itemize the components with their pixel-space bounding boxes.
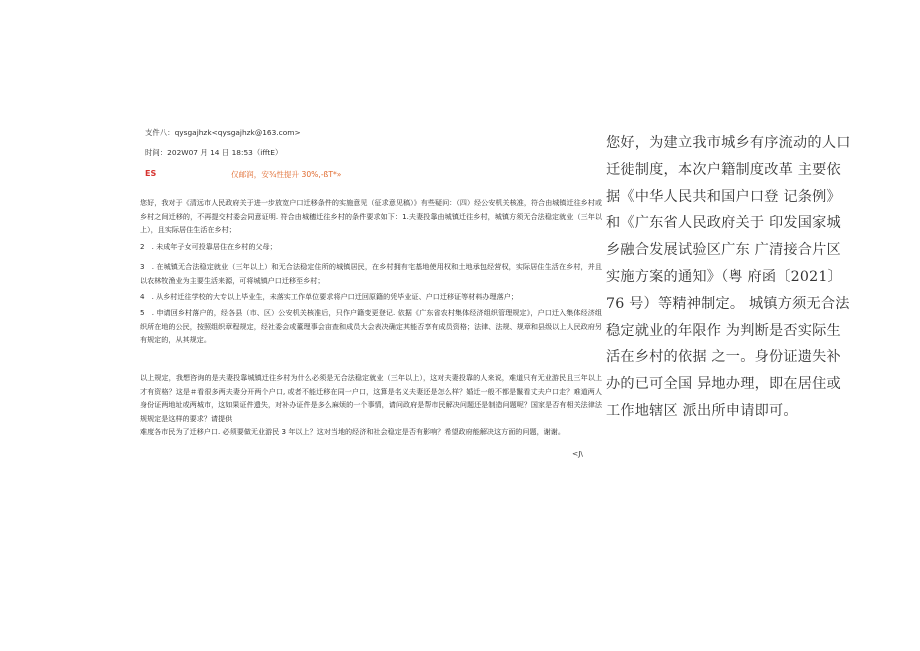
sender-line: 支件八：qysgajhzk<qysgajhzk@163.com> [145, 128, 301, 137]
email-item-4 [140, 290, 602, 304]
email-item-3-text: 3 . 在城镇无合法稳定就业（三年以上）和无合法稳定住所的城镇居民，在乡村拥有宅基地使用权和土地承包经营权，实际居住生活在乡村，并且以农林牧渔业为主要生活来源，可将城镇户口迁移至乡村； [140, 262, 602, 285]
reply-line: 迁徙制度，本次户籍制度改革 主要依 [606, 161, 841, 178]
reply-line: 办的已可全国 异地办理，即在居住或 [606, 376, 841, 393]
email-intro-text: 您好，我对于《清远市人民政府关于进一步放宽户口迁移条件的实施意见（征求意见稿）》有些疑问：（四）经公安机关核准，符合由城镇迁往乡村或乡村之间迁移的，不再提交村委会同意证明. 符合由城穗迁往乡村的条件要求如下：1.夫妻投靠由城镇迁往乡村，城镇方须无合法稳定就业（三年以上），且实际居住生活在乡村； [140, 198, 602, 234]
official-reply [606, 130, 851, 425]
reply-line: 工作地辖区 派出所申请即可。 [606, 402, 798, 419]
email-item-4-text: 4 . 从乡村迁往学校的大专以上毕业生，未落实工作单位要求将户口迁回原籍的凭毕业证、户口迁移证等材料办理落户； [140, 292, 518, 301]
signature-mark: <J\ [572, 449, 583, 458]
reply-line: 76 号）等精神制定。 城镇方须无合法 [606, 295, 850, 312]
email-closing-paragraph [140, 371, 602, 439]
email-item-2 [140, 240, 602, 254]
reply-line: 实施方案的通知》（粤 府函〔2021〕 [606, 268, 842, 285]
reply-line: 乡融合发展试验区广东 广清接合片区 [606, 242, 841, 259]
email-intro-paragraph [140, 196, 602, 237]
reply-line: 活在乡村的依据 之一。身份证遗失补 [606, 349, 841, 366]
reply-line: 您好，为建立我市城乡有序流动的人口 [606, 135, 851, 151]
email-tag-row [145, 169, 585, 181]
email-closing-text-1: 以上规定，我想咨询的是夫妻投靠城镇迁往乡村为什么必须是无合法稳定就业（三年以上），这对夫妻投靠的人来说，难道只有无业游民且三年以上才有资格？这是＃看很多两夫妻分开两个户口, 或者不能迁移在同一户口，这算是名义夫妻还是怎么样？婚迁一般不都是鬣看丈夫户口走？难道两人身份证两地址或两城市，这如果证件遗失，对补办证件是多么麻烦的一个事情，请问政府是帮市民解决问题还是制造问题呢？国家是否有相关法律法规规定是这样的要求？请提供 [140, 373, 602, 423]
reply-line: 据《中华人民共和国户口登 记条例》 [606, 188, 841, 205]
email-tag: ES [145, 169, 157, 178]
email-item-5-text: 5 . 申请回乡村落户的，经各县（市、区）公安机关核准后，只作户籍变更登记. 依据《广东省农村集体经济组织管理规定》，户口迁入集体经济组织所在地的公民，按照组织章程规定，经社委会或董理事会亩查和成员大会表决确定其能否享有成员资格；法律、法规、规章和县级以上人民政府另有规定的，从其规定。 [140, 308, 602, 344]
email-item-5 [140, 306, 602, 347]
security-note: 仅邮润，安¾性提升 30%,-ßT*» [231, 170, 342, 179]
reply-line: 稳定就业的年限作 为判断是否实际生 [606, 322, 841, 339]
email-item-2-text: 2 . 未成年子女可投靠居住在乡村的父母； [140, 242, 277, 251]
email-closing-text-2: 难度各市民为了迁移户口. 必须要做无业游民 3 年以上？这对当地的经济和社会稳定是否有影响？希望政府能解决这方面的问题，谢谢。 [140, 427, 565, 436]
reply-line: 和《广东省人民政府关于 印发国家城 [606, 215, 841, 232]
email-item-3 [140, 260, 602, 287]
timestamp-line: 时间：202W07 月 14 日 18:53（ifftE） [145, 148, 283, 157]
